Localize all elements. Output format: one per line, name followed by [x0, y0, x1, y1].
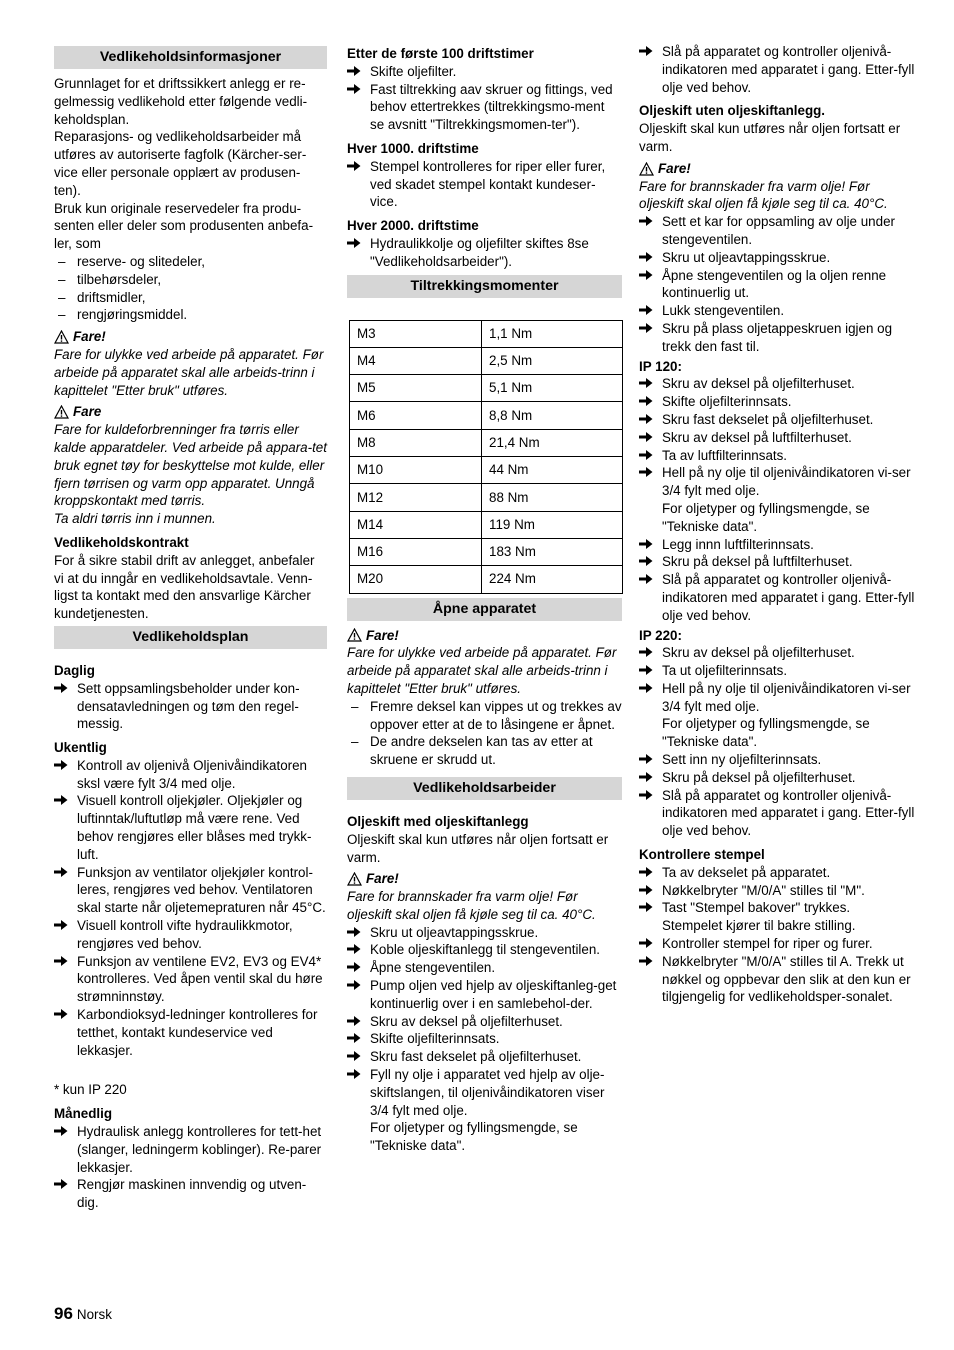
list-item [639, 571, 916, 624]
list-item [639, 213, 916, 249]
list-item [54, 253, 327, 271]
arrow-icon [639, 935, 659, 953]
table-row [350, 457, 623, 484]
arrow-icon [639, 447, 659, 465]
list-item [54, 1123, 327, 1176]
list-item [347, 733, 622, 769]
torque-value-cell: 2,5 Nm [482, 347, 623, 374]
page-number: 96 [54, 1304, 73, 1323]
thread-size-cell: M16 [350, 538, 482, 565]
arrow-icon [639, 375, 659, 393]
torque-value-cell: 88 Nm [482, 484, 623, 511]
list-item [639, 882, 916, 900]
list-item-text: Sett et kar for oppsamling av olje under stengeventilen. [662, 214, 895, 247]
footnote: * kun IP 220 [54, 1082, 127, 1098]
arrow-icon [347, 977, 367, 995]
list-item-text: Skru på deksel på oljefilterhuset. [662, 769, 856, 785]
page-footer [54, 1305, 112, 1324]
language-label: Norsk [76, 1307, 112, 1322]
list-item-text: Hydraulisk anlegg kontrolleres for tett-het (slanger, ledningerm koblinger). Re-parer lekkasjer. [77, 1124, 322, 1175]
table-row [350, 484, 623, 511]
arrow-icon [347, 158, 367, 176]
warning-triangle-icon [54, 330, 69, 344]
list-item-text: Skifte oljefilterinnsats. [662, 394, 792, 410]
warning-triangle-icon [347, 872, 362, 886]
list-item [639, 935, 916, 953]
arrow-list [347, 158, 622, 211]
danger-text: Fare for brannskader fra varm olje! Før oljeskift skal oljen få kjøle seg til ca. 40°C. [639, 178, 888, 212]
list-item-text: Åpne stengeventilen. [370, 960, 496, 976]
arrow-icon [639, 899, 659, 917]
warning-triangle-icon [639, 162, 654, 176]
arrow-icon [639, 864, 659, 882]
subheading-maanedlig: Månedlig [54, 1106, 113, 1122]
dash-list [54, 253, 327, 324]
list-item [54, 1006, 327, 1059]
arrow-icon [639, 662, 659, 680]
arrow-list [639, 935, 916, 1006]
list-item-text: Skru av deksel på oljefilterhuset. [662, 376, 855, 392]
table-row [350, 347, 623, 374]
section-heading-vedlikeholdsarbeider: Vedlikeholdsarbeider [347, 777, 622, 800]
danger-text: Fare for brannskader fra varm olje! Før oljeskift skal oljen få kjøle seg til ca. 40°C. [347, 889, 596, 922]
list-item [347, 63, 622, 81]
subheading-ukentlig: Ukentlig [54, 740, 107, 756]
list-item [639, 267, 916, 303]
list-item [639, 464, 916, 500]
list-item-text: Hell på ny olje til oljenivåindikatoren vi-ser 3/4 fylt med olje. [662, 680, 911, 714]
thread-size-cell: M8 [350, 429, 482, 456]
paragraph: Grunnlaget for et driftssikkert anlegg er re-gelmessig vedlikehold etter følgende vedli-keholdsplan. [54, 76, 308, 127]
torque-value-cell: 224 Nm [482, 566, 623, 593]
arrow-icon [639, 429, 659, 447]
arrow-icon [54, 1176, 74, 1194]
list-item-text: Lukk stengeventilen. [662, 303, 785, 319]
section-heading-aapne-apparatet: Åpne apparatet [347, 598, 622, 621]
list-item [54, 917, 327, 953]
arrow-icon [639, 213, 659, 231]
danger-warning [347, 870, 622, 888]
subheading-oljeskift-med: Oljeskift med oljeskiftanlegg [347, 813, 529, 829]
table-row [350, 511, 623, 538]
arrow-icon [54, 864, 74, 882]
arrow-list [639, 644, 916, 715]
dash-marker: – [58, 307, 66, 323]
list-item-text: Stempel kontrolleres for riper eller furer, ved skadet stempel kontakt kundeser-vice. [370, 158, 606, 210]
list-item [639, 899, 916, 917]
arrow-icon [639, 464, 659, 482]
arrow-icon [347, 1030, 367, 1048]
list-item-text: Funksjon av ventilene EV2, EV3 og EV4* kontrolleres. Ved åpen ventil skal du høre strømninnstøy. [77, 953, 323, 1005]
torque-value-cell: 119 Nm [482, 511, 623, 538]
arrow-icon [54, 680, 74, 698]
list-item [54, 306, 327, 324]
arrow-icon [347, 81, 367, 99]
list-item-text: Hydraulikkolje og oljefilter skiftes 8se "Vedlikeholdsarbeider"). [370, 235, 589, 269]
thread-size-cell: M3 [350, 320, 482, 347]
table-row [350, 320, 623, 347]
arrow-list [54, 1123, 327, 1212]
list-item [639, 864, 916, 882]
thread-size-cell: M6 [350, 402, 482, 429]
note: For oljetyper og fyllingsmengde, se "Tekniske data". [662, 500, 870, 534]
arrow-icon [347, 941, 367, 959]
list-item-text: De andre dekselen kan tas av etter at skruene er skrudd ut. [370, 734, 593, 768]
list-item [639, 536, 916, 554]
arrow-list [347, 63, 622, 134]
arrow-icon [347, 924, 367, 942]
list-item [639, 302, 916, 320]
arrow-list [347, 235, 622, 271]
arrow-icon [54, 953, 74, 971]
list-item-text: Nøkkelbryter "M/0/A" stilles til A. Trekk ut nøkkel og oppbevar den slik at den kun er tilgjengelig for vedlikeholdsper-sonalet. [662, 953, 911, 1005]
list-item [347, 924, 622, 942]
list-item-text: Karbondioksyd-ledninger kontrolleres for tetthet, kontakt kundeservice ved lekkasjer. [77, 1007, 318, 1058]
thread-size-cell: M4 [350, 347, 482, 374]
list-item-text: Fyll ny olje i apparatet ved hjelp av olje-skiftslangen, til oljenivåindikatoren viser 3/4 fylt med olje. [370, 1067, 605, 1118]
paragraph: Oljeskift skal kun utføres når oljen fortsatt er varm. [639, 121, 901, 154]
list-item-text: reserve- og slitedeler, [77, 253, 206, 269]
list-item [54, 792, 327, 863]
thread-size-cell: M5 [350, 375, 482, 402]
torque-value-cell: 8,8 Nm [482, 402, 623, 429]
note: Stempelet kjører til bakre stilling. [662, 918, 856, 934]
table-row [350, 429, 623, 456]
arrow-list [54, 680, 327, 733]
danger-warning [54, 328, 327, 346]
thread-size-cell: M14 [350, 511, 482, 538]
torque-value-cell: 183 Nm [482, 538, 623, 565]
list-item-text: Visuell kontroll oljekjøler. Oljekjøler og luftinntak/luftutløp må være rene. Ved behov rengjøres eller blåses med trykk-luft. [77, 793, 312, 862]
paragraph: For å sikre stabil drift av anlegget, anbefaler vi at du inngår en vedlikeholdsavtale. Venn-ligst ta kontakt med den ansvarlige Kärcher kundetjenesten. [54, 552, 315, 622]
list-item [639, 429, 916, 447]
list-item [639, 953, 916, 1006]
subheading-hver-1000: Hver 1000. driftstime [347, 140, 479, 156]
thread-size-cell: M12 [350, 484, 482, 511]
arrow-icon [639, 249, 659, 267]
arrow-icon [639, 553, 659, 571]
list-item [639, 375, 916, 393]
dash-marker: – [351, 698, 359, 714]
list-item-text: tilbehørsdeler, [77, 271, 162, 287]
danger-text: Fare for ulykke ved arbeide på apparatet. Før arbeide på apparatet skal alle arbeids-trinn i kapittelet "Etter bruk" utføres. [54, 346, 324, 398]
dash-marker: – [58, 271, 66, 287]
arrow-icon [639, 644, 659, 662]
arrow-icon [54, 917, 74, 935]
dash-marker: – [58, 289, 66, 305]
list-item [54, 1176, 327, 1212]
warning-triangle-icon [347, 628, 362, 642]
column-left [54, 43, 327, 1212]
list-item [347, 959, 622, 977]
subheading-kontrollere-stempel: Kontrollere stempel [639, 847, 765, 863]
list-item-text: Ta av dekselet på apparatet. [662, 864, 831, 880]
arrow-icon [54, 1006, 74, 1024]
arrow-list [639, 375, 916, 500]
list-item-text: Skru ut oljeavtappingsskrue. [370, 924, 539, 940]
list-item-text: Ta av luftfilterinnsats. [662, 447, 788, 463]
list-item [347, 1048, 622, 1066]
list-item [347, 81, 622, 134]
thread-size-cell: M20 [350, 566, 482, 593]
list-item-text: Kontroller stempel for riper og furer. [662, 936, 873, 952]
note: For oljetyper og fyllingsmengde, se "Tekniske data". [662, 716, 870, 750]
paragraph: Bruk kun originale reservedeler fra produ-senten eller deler som produsenten anbefa-ler, som [54, 200, 314, 252]
list-item-text: Nøkkelbryter "M/0/A" stilles til "M". [662, 882, 865, 898]
danger-label: Fare! [366, 627, 399, 643]
list-item-text: Slå på apparatet og kontroller oljenivå-indikatoren med apparatet i gang. Etter-fyll olje ved behov. [662, 572, 915, 623]
arrow-icon [347, 235, 367, 253]
torque-value-cell: 1,1 Nm [482, 320, 623, 347]
subheading-ip220: IP 220: [639, 627, 682, 643]
arrow-list [639, 751, 916, 840]
danger-text: Ta aldri tørris inn i munnen. [54, 511, 216, 527]
list-item [639, 751, 916, 769]
list-item-text: Fremre deksel kan vippes ut og trekkes av oppover etter at de to låsingene er åpnet. [370, 698, 622, 732]
list-item-text: Sett oppsamlingsbeholder under kon-densatavledningen og tøm den regel-messig. [77, 680, 300, 732]
list-item [639, 769, 916, 787]
list-item [639, 447, 916, 465]
table-row [350, 402, 623, 429]
arrow-icon [639, 302, 659, 320]
section-heading-tiltrekkingsmomenter: Tiltrekkingsmomenter [347, 275, 622, 298]
arrow-icon [639, 953, 659, 971]
arrow-icon [347, 1013, 367, 1031]
arrow-list [639, 864, 916, 917]
list-item-text: Pump oljen ved hjelp av oljeskiftanleg-get kontinuerlig over i en samlebehol-der. [370, 978, 617, 1011]
list-item-text: Åpne stengeventilen og la oljen renne kontinuerlig ut. [662, 267, 887, 301]
list-item [347, 977, 622, 1013]
list-item-text: Kontroll av oljenivå Oljenivåindikatoren sksl være fylt 3/4 med olje. [77, 757, 308, 791]
dash-marker: – [58, 253, 66, 269]
list-item [54, 271, 327, 289]
subheading-daglig: Daglig [54, 662, 95, 678]
list-item [639, 662, 916, 680]
list-item [54, 864, 327, 917]
arrow-icon [347, 1048, 367, 1066]
list-item-text: driftsmidler, [77, 289, 146, 305]
list-item: Slå på apparatet og kontroller oljenivå-indikatoren med apparatet i gang. Etter-fyll olje ved behov. [639, 43, 916, 96]
danger-text: Fare for ulykke ved arbeide på apparatet. Før arbeide på apparatet skal alle arbeids-trinn i kapittelet "Etter bruk" utføres. [347, 645, 617, 696]
list-item [639, 393, 916, 411]
arrow-list [639, 536, 916, 625]
danger-label: Fare! [73, 329, 106, 345]
list-item [639, 787, 916, 840]
list-item [639, 644, 916, 662]
dash-marker: – [351, 734, 359, 750]
list-item-text: rengjøringsmiddel. [77, 307, 188, 323]
list-item-text: Rengjør maskinen innvendig og utven-dig. [77, 1177, 307, 1211]
list-item [347, 698, 622, 734]
arrow-icon [347, 63, 367, 81]
list-item [54, 289, 327, 307]
paragraph: Oljeskift skal kun utføres når oljen fortsatt er varm. [347, 831, 609, 865]
list-item [347, 1030, 622, 1048]
arrow-icon [639, 536, 659, 554]
torque-value-cell: 44 Nm [482, 457, 623, 484]
arrow-icon [639, 571, 659, 589]
danger-label: Fare [73, 404, 102, 420]
danger-warning [347, 627, 622, 645]
note: For oljetyper og fyllingsmengde, se "Tekniske data". [370, 1120, 578, 1154]
arrow-icon [639, 393, 659, 411]
table-row [350, 566, 623, 593]
arrow-icon [347, 1066, 367, 1084]
section-heading-vedlikeholdsplan: Vedlikeholdsplan [54, 626, 327, 649]
arrow-icon [639, 680, 659, 698]
list-item [639, 249, 916, 267]
subheading-etter-100: Etter de første 100 driftstimer [347, 46, 534, 61]
list-item-text: Koble oljeskiftanlegg til stengeventilen. [370, 942, 601, 958]
column-middle [347, 43, 622, 1155]
list-item-text: Tast "Stempel bakover" trykkes. [662, 900, 851, 916]
list-item [347, 1066, 622, 1119]
arrow-icon [639, 411, 659, 429]
list-item [347, 941, 622, 959]
subheading-oljeskift-uten: Oljeskift uten oljeskiftanlegg. [639, 103, 826, 119]
list-item [54, 680, 327, 733]
arrow-list [347, 924, 622, 1120]
list-item [639, 411, 916, 429]
list-item-text: Skru fast dekselet på oljefilterhuset. [662, 411, 874, 427]
dash-list [347, 698, 622, 769]
list-item-text: Skru på plass oljetappeskruen igjen og trekk den fast til. [662, 320, 893, 354]
list-item [347, 158, 622, 211]
list-item-text: Hell på ny olje til oljenivåindikatoren vi-ser 3/4 fylt med olje. [662, 465, 911, 499]
subheading-hver-2000: Hver 2000. driftstime [347, 218, 479, 234]
arrow-icon [639, 267, 659, 285]
arrow-icon [54, 792, 74, 810]
list-item-text: Visuell kontroll vifte hydraulikkmotor, rengjøres ved behov. [77, 918, 293, 951]
danger-warning [54, 403, 327, 421]
table-row [350, 538, 623, 565]
arrow-list [54, 757, 327, 1060]
thread-size-cell: M10 [350, 457, 482, 484]
torque-value-cell: 5,1 Nm [482, 375, 623, 402]
list-item-text: Skru ut oljeavtappingsskrue. [662, 249, 831, 265]
list-item-text: Funksjon av ventilator oljekjøler kontrol-leres, rengjøres ved behov. Ventilatoren skal starte når oljetemepraturen når 45°C. [77, 864, 326, 916]
list-item [639, 680, 916, 716]
list-item [639, 553, 916, 571]
list-item-text: Skru på deksel på luftfilterhuset. [662, 554, 853, 570]
table-row [350, 375, 623, 402]
torque-table [349, 320, 623, 594]
list-item [347, 1013, 622, 1031]
list-item-text: Skru av deksel på luftfilterhuset. [662, 429, 852, 445]
arrow-icon [639, 43, 659, 61]
torque-value-cell: 21,4 Nm [482, 429, 623, 456]
list-item [347, 235, 622, 271]
list-item-text: Skifte oljefilterinnsats. [370, 1031, 500, 1047]
list-item-text: Skru fast dekselet på oljefilterhuset. [370, 1049, 582, 1065]
warning-triangle-icon [54, 405, 69, 419]
list-item [54, 953, 327, 1006]
arrow-icon [639, 320, 659, 338]
arrow-icon [347, 959, 367, 977]
subheading-ip120: IP 120: [639, 358, 682, 374]
list-item [639, 320, 916, 356]
arrow-icon [639, 787, 659, 805]
section-heading-vedlikeholdsinformasjoner: Vedlikeholdsinformasjoner [54, 46, 327, 69]
arrow-icon [639, 751, 659, 769]
paragraph: Reparasjons- og vedlikeholdsarbeider må utføres av autoriserte fagfolk (Kärcher-ser-vice eller personale opplært av produsen-ten). [54, 129, 307, 198]
list-item-text: Sett inn ny oljefilterinnsats. [662, 752, 822, 768]
arrow-icon [639, 882, 659, 900]
list-item [54, 757, 327, 793]
danger-label: Fare! [366, 871, 399, 887]
list-item-text: Skru av deksel på oljefilterhuset. [662, 645, 855, 661]
subheading-vedlikeholdskontrakt: Vedlikeholdskontrakt [54, 534, 189, 550]
list-item-text: Slå på apparatet og kontroller oljenivå-indikatoren med apparatet i gang. Etter-fyll olje ved behov. [662, 787, 915, 839]
arrow-list [639, 213, 916, 355]
list-item-text: Legg innn luftfilterinnsats. [662, 536, 814, 552]
list-item-text: Fast tiltrekking aav skruer og fittings, ved behov ettertrekkes (tiltrekkingsmo-ment se avsnitt "Tiltrekkingsmomen-ter"). [370, 81, 613, 133]
list-item-text: Ta ut oljefilterinnsats. [662, 663, 788, 679]
list-item-text: Skru av deksel på oljefilterhuset. [370, 1013, 563, 1029]
danger-text: Fare for kuldeforbrenninger fra tørris eller kalde apparatdeler. Ved arbeide på appara-tet bruk egnet tøy for beskyttelse mot kulde, eller fjern tørrisen og varm opp apparatet. Unngå kroppskontakt med tørris. [54, 422, 327, 509]
arrow-icon [54, 1123, 74, 1141]
column-right [639, 43, 916, 1006]
arrow-icon [54, 757, 74, 775]
arrow-icon [639, 769, 659, 787]
danger-warning [639, 160, 916, 178]
list-item-text: Skifte oljefilter. [370, 63, 457, 79]
danger-label: Fare! [658, 160, 691, 176]
